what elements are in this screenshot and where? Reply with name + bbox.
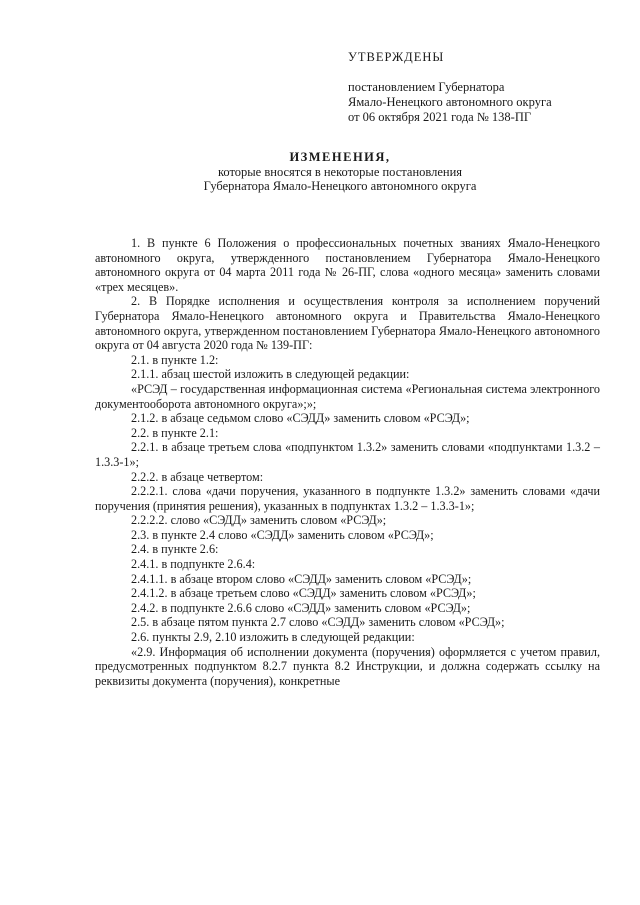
paragraph: 1. В пункте 6 Положения о профессиональных почетных званиях Ямало-Ненецкого автономного округа, утвержденного постановлением Губернатора Ямало-Ненецкого автономного округа от 04 марта 2011 года № 26-ПГ, слова «одного месяца» заменить словами «трех месяцев». bbox=[95, 236, 600, 294]
approval-line: постановлением Губернатора bbox=[348, 80, 505, 94]
paragraph: 2.1. в пункте 1.2: bbox=[131, 352, 219, 367]
paragraph: 2.2.2. в абзаце четвертом: bbox=[131, 469, 264, 484]
paragraph: 2.4. в пункте 2.6: bbox=[131, 542, 219, 557]
approval-line: от 06 октября 2021 года № 138-ПГ bbox=[348, 110, 532, 124]
document-body bbox=[95, 236, 600, 688]
paragraph: 2.4.2. в подпункте 2.6.6 слово «СЭДД» заменить словом «РСЭД»; bbox=[131, 600, 471, 615]
paragraph: 2.2.1. в абзаце третьем слова «подпунктом 1.3.2» заменить словами «подпунктами 1.3.2 – 1.3.3-1»; bbox=[95, 440, 600, 469]
heading-line: Губернатора Ямало-Ненецкого автономного округа bbox=[203, 179, 477, 193]
paragraph: 2.2.2.1. слова «дачи поручения, указанного в подпункте 1.3.2» заменить словами «дачи поручения (принятия решения), указанных в подпунктах 1.3.2 – 1.3.3-1»; bbox=[95, 484, 600, 513]
paragraph: 2.4.1. в подпункте 2.6.4: bbox=[131, 557, 256, 572]
paragraph: «РСЭД – государственная информационная система «Региональная система электронного документооборота автономного округа»;»; bbox=[95, 381, 600, 411]
paragraph: 2.6. пункты 2.9, 2.10 изложить в следующей редакции: bbox=[131, 630, 415, 645]
paragraph: 2.2.2.2. слово «СЭДД» заменить словом «РСЭД»; bbox=[131, 513, 387, 528]
paragraph: 2.4.1.2. в абзаце третьем слово «СЭДД» заменить словом «РСЭД»; bbox=[131, 586, 476, 601]
paragraph: 2.3. в пункте 2.4 слово «СЭДД» заменить словом «РСЭД»; bbox=[131, 527, 434, 542]
paragraph: 2.2. в пункте 2.1: bbox=[131, 425, 219, 440]
heading-line: которые вносятся в некоторые постановления bbox=[217, 165, 463, 179]
document-heading bbox=[90, 150, 590, 193]
paragraph: 2. В Порядке исполнения и осуществления контроля за исполнением поручений Губернатора Ямало-Ненецкого автономного округа и Правительства Ямало-Ненецкого автономного округа, утвержденном постановлением Губернатора Ямало-Ненецкого автономного округа от 04 августа 2020 года № 139-ПГ: bbox=[95, 294, 600, 353]
approval-block bbox=[348, 50, 608, 125]
approval-title: УТВЕРЖДЕНЫ bbox=[348, 50, 445, 64]
approval-line: Ямало-Ненецкого автономного округа bbox=[348, 95, 552, 109]
paragraph: 2.1.1. абзац шестой изложить в следующей редакции: bbox=[131, 367, 410, 382]
heading-title: ИЗМЕНЕНИЯ, bbox=[289, 150, 391, 164]
paragraph: 2.1.2. в абзаце седьмом слово «СЭДД» заменить словом «РСЭД»; bbox=[131, 411, 470, 426]
paragraph: 2.4.1.1. в абзаце втором слово «СЭДД» заменить словом «РСЭД»; bbox=[131, 571, 472, 586]
paragraph: «2.9. Информация об исполнении документа (поручения) оформляется с учетом правил, предусмотренных подпунктом 8.2.7 пункта 8.2 Инструкции, и должна содержать ссылку на реквизиты документа (поручения), конкретные bbox=[95, 644, 600, 688]
paragraph: 2.5. в абзаце пятом пункта 2.7 слово «СЭДД» заменить словом «РСЭД»; bbox=[131, 615, 505, 630]
